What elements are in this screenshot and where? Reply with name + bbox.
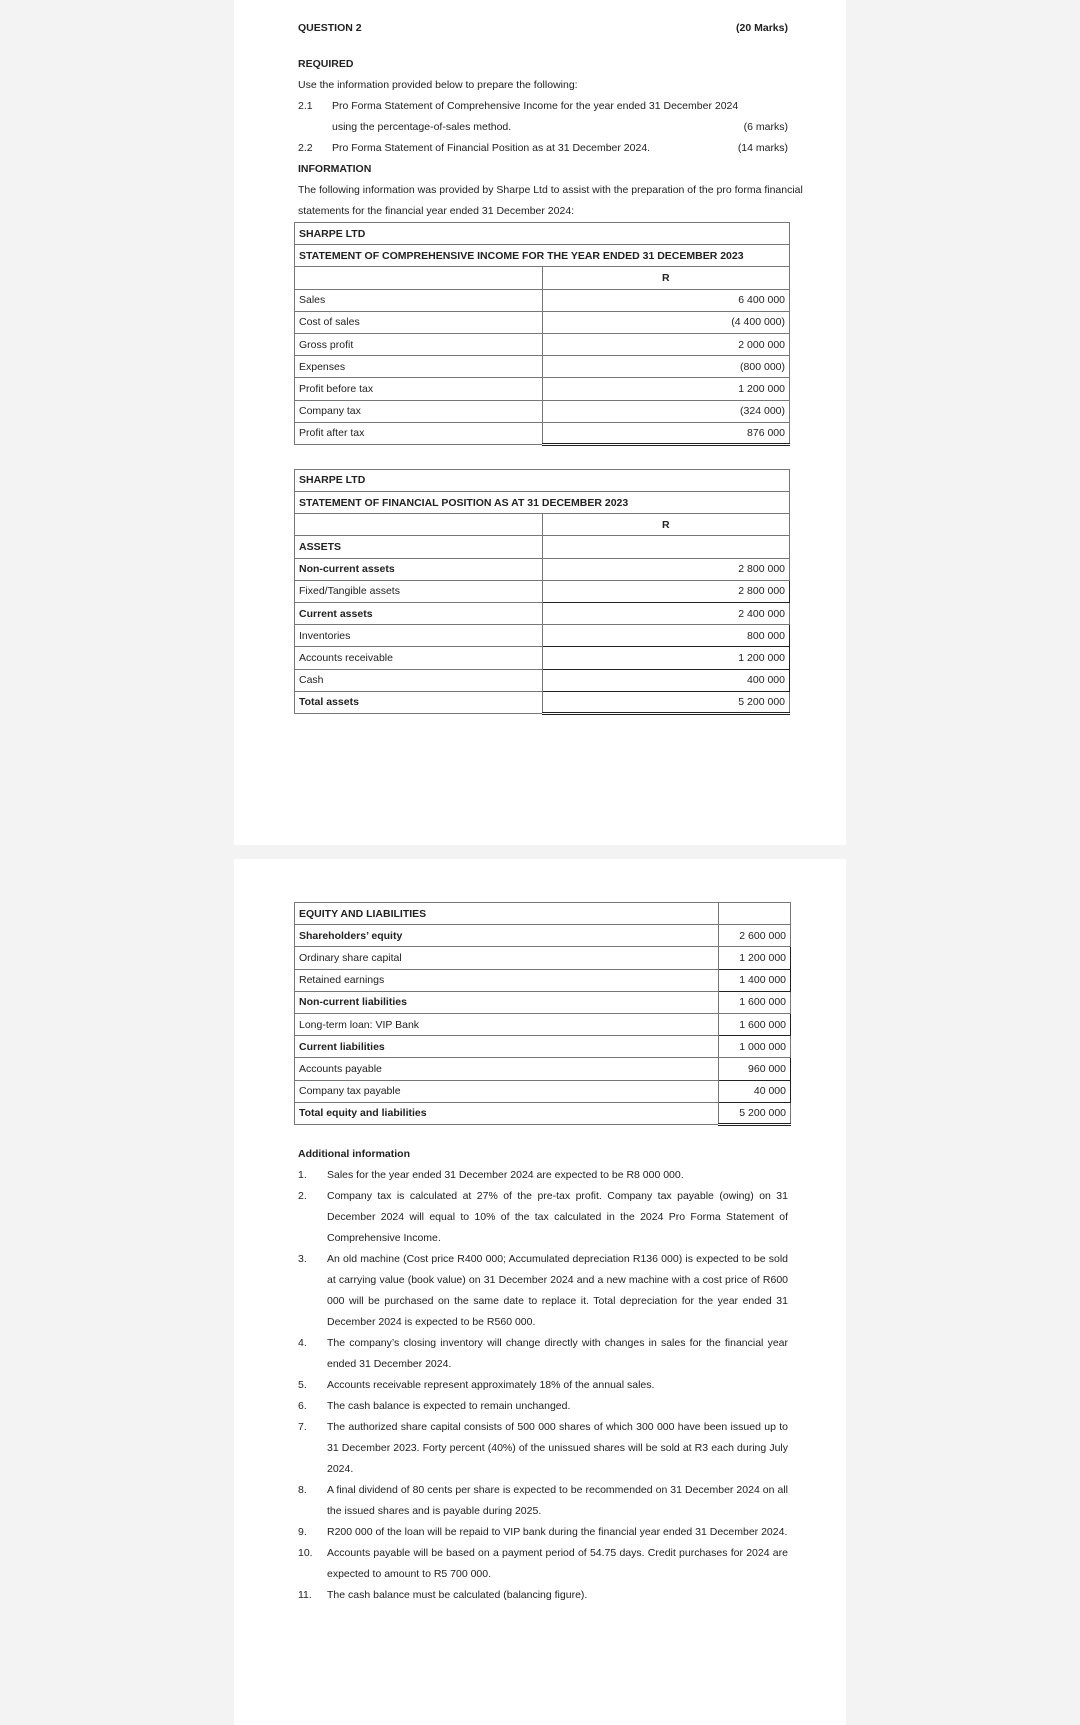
additional-info-item-6 — [298, 1396, 788, 1417]
item-text: Company tax is calculated at 27% of the pre-tax profit. Company tax payable (owing) on 31 December 2024 will equal to 10% of the tax calculated in the 2024 Pro Forma Statement of Comprehensive Income. — [327, 1189, 788, 1244]
table-row — [295, 400, 790, 422]
table-row — [295, 514, 790, 536]
table-row — [295, 903, 791, 925]
empty-cell — [295, 267, 543, 289]
table-row — [295, 947, 791, 969]
table-row — [295, 422, 790, 444]
additional-info-item-11 — [298, 1585, 788, 1606]
table-row — [295, 1058, 791, 1080]
required-item-number: 2.1 — [298, 100, 313, 112]
question-header — [298, 22, 788, 38]
table-row — [295, 333, 790, 355]
item-number: 5. — [298, 1378, 307, 1391]
row-label: Fixed/Tangible assets — [295, 580, 543, 602]
row-label: Ordinary share capital — [295, 947, 719, 969]
item-number: 1. — [298, 1168, 307, 1181]
item-number: 2. — [298, 1189, 307, 1202]
row-label: Current assets — [295, 603, 543, 625]
item-number: 7. — [298, 1420, 307, 1433]
required-heading: REQUIRED — [298, 58, 354, 70]
table-row — [295, 603, 790, 625]
table-row — [295, 647, 790, 669]
item-number: 9. — [298, 1525, 307, 1538]
required-item-2-1 — [298, 96, 788, 117]
row-label: Total assets — [295, 691, 543, 713]
table-row — [295, 1080, 791, 1102]
row-value: 876 000 — [542, 422, 790, 444]
table-row — [295, 356, 790, 378]
table-row — [295, 625, 790, 647]
item-text: The authorized share capital consists of 500 000 shares of which 300 000 have been issued up to 31 December 2023. Forty percent (40%) of the unissued shares will be sold at R3 each during July 2024. — [327, 1420, 788, 1475]
table-row — [295, 469, 790, 491]
additional-info-item-7 — [298, 1417, 788, 1480]
required-item-2-2 — [298, 138, 788, 159]
table-row — [295, 245, 790, 267]
equity-liabilities-table — [294, 902, 791, 1126]
row-value: 1 400 000 — [719, 969, 791, 991]
required-item-text-cont: using the percentage-of-sales method. — [332, 121, 512, 133]
additional-info-item-10 — [298, 1543, 788, 1585]
table-row — [295, 925, 791, 947]
row-value: 960 000 — [719, 1058, 791, 1080]
row-label: Shareholders’ equity — [295, 925, 719, 947]
row-label: Cash — [295, 669, 543, 691]
row-value: 2 800 000 — [542, 580, 790, 602]
row-label: Profit after tax — [295, 422, 543, 444]
item-number: 3. — [298, 1252, 307, 1265]
table-row — [295, 378, 790, 400]
assets-heading: ASSETS — [295, 536, 543, 558]
row-value: 1 200 000 — [719, 947, 791, 969]
additional-info-item-1 — [298, 1165, 788, 1186]
table-row — [295, 991, 791, 1013]
company-name: SHARPE LTD — [295, 223, 790, 245]
table-row — [295, 289, 790, 311]
row-value: 5 200 000 — [542, 691, 790, 713]
row-label: Sales — [295, 289, 543, 311]
row-label: Company tax payable — [295, 1080, 719, 1102]
page-1-content — [298, 22, 803, 715]
item-number: 4. — [298, 1336, 307, 1349]
information-text-line-2: statements for the financial year ended 31 December 2024: — [298, 205, 575, 217]
item-text: Sales for the year ended 31 December 2024 are expected to be R8 000 000. — [327, 1168, 684, 1181]
statement-title: STATEMENT OF COMPREHENSIVE INCOME FOR THE YEAR ENDED 31 DECEMBER 2023 — [295, 245, 790, 267]
item-text: The cash balance must be calculated (balancing figure). — [327, 1588, 588, 1601]
empty-cell — [719, 903, 791, 925]
item-text: A final dividend of 80 cents per share is expected to be recommended on 31 December 2024 on all the issued shares and is payable during 2025. — [327, 1483, 788, 1517]
table-row — [295, 311, 790, 333]
row-value: 5 200 000 — [719, 1102, 791, 1124]
row-label: Retained earnings — [295, 969, 719, 991]
currency-header: R — [542, 267, 790, 289]
additional-info-item-2 — [298, 1186, 788, 1249]
row-value: (4 400 000) — [542, 311, 790, 333]
item-number: 10. — [298, 1546, 313, 1559]
document-page-1 — [234, 0, 846, 845]
income-statement-table — [294, 222, 790, 446]
table-row — [295, 536, 790, 558]
row-value: (324 000) — [542, 400, 790, 422]
table-row — [295, 669, 790, 691]
required-item-marks: (14 marks) — [737, 142, 788, 154]
question-title: QUESTION 2 — [298, 22, 362, 34]
row-label: Cost of sales — [295, 311, 543, 333]
required-item-marks: (6 marks) — [743, 121, 788, 133]
row-label: Profit before tax — [295, 378, 543, 400]
required-item-text: Pro Forma Statement of Comprehensive Income for the year ended 31 December 2024 — [332, 100, 739, 112]
row-value: 2 400 000 — [542, 603, 790, 625]
row-label: Total equity and liabilities — [295, 1102, 719, 1124]
table-row — [295, 580, 790, 602]
item-text: The company’s closing inventory will change directly with changes in sales for the financial year ended 31 December 2024. — [327, 1336, 788, 1370]
required-item-2-1-cont — [298, 117, 788, 138]
item-text: Accounts receivable represent approximately 18% of the annual sales. — [327, 1378, 655, 1391]
table-row — [295, 1013, 791, 1035]
additional-info-item-3 — [298, 1249, 788, 1333]
row-value: 40 000 — [719, 1080, 791, 1102]
item-number: 8. — [298, 1483, 307, 1496]
item-text: An old machine (Cost price R400 000; Accumulated depreciation R136 000) is expected to be sold at carrying value (book value) on 31 December 2024 and a new machine with a cost price of R600 000 will be purchased on the same date to replace it. Total depreciation for the year ended 31 December 2024 is expected to be R560 000. — [327, 1252, 788, 1328]
item-number: 6. — [298, 1399, 307, 1412]
row-label: Gross profit — [295, 333, 543, 355]
document-page-2 — [234, 859, 846, 1725]
information-text-line-1: The following information was provided by Sharpe Ltd to assist with the preparation of the pro forma financial — [298, 184, 803, 196]
row-value: 2 600 000 — [719, 925, 791, 947]
row-label: Long-term loan: VIP Bank — [295, 1013, 719, 1035]
row-label: Non-current assets — [295, 558, 543, 580]
financial-position-table — [294, 469, 790, 715]
additional-info-item-8 — [298, 1480, 788, 1522]
row-label: Current liabilities — [295, 1036, 719, 1058]
item-text: R200 000 of the loan will be repaid to VIP bank during the financial year ended 31 December 2024. — [327, 1525, 788, 1538]
row-value: 1 000 000 — [719, 1036, 791, 1058]
row-label: Accounts receivable — [295, 647, 543, 669]
table-row — [295, 267, 790, 289]
row-value: 1 600 000 — [719, 991, 791, 1013]
row-value: 800 000 — [542, 625, 790, 647]
required-item-number: 2.2 — [298, 142, 313, 154]
table-row — [295, 223, 790, 245]
row-value: 1 600 000 — [719, 1013, 791, 1035]
additional-info-item-4 — [298, 1333, 788, 1375]
row-value: 6 400 000 — [542, 289, 790, 311]
table-row — [295, 558, 790, 580]
company-name: SHARPE LTD — [295, 469, 790, 491]
statement-title: STATEMENT OF FINANCIAL POSITION AS AT 31 DECEMBER 2023 — [295, 492, 790, 514]
row-value: 400 000 — [542, 669, 790, 691]
row-value: 2 800 000 — [542, 558, 790, 580]
page-2-content — [298, 902, 788, 1606]
item-text: Accounts payable will be based on a payment period of 54.75 days. Credit purchases for 2024 are expected to amount to R5 700 000. — [327, 1546, 788, 1580]
empty-cell — [295, 514, 543, 536]
required-intro: Use the information provided below to prepare the following: — [298, 79, 578, 91]
row-value: (800 000) — [542, 356, 790, 378]
row-value: 1 200 000 — [542, 378, 790, 400]
additional-info-heading: Additional information — [298, 1147, 410, 1160]
table-row — [295, 969, 791, 991]
row-label: Accounts payable — [295, 1058, 719, 1080]
row-label: Inventories — [295, 625, 543, 647]
required-item-text: Pro Forma Statement of Financial Position as at 31 December 2024. — [332, 142, 651, 154]
row-value: 1 200 000 — [542, 647, 790, 669]
information-heading: INFORMATION — [298, 163, 372, 175]
table-row — [295, 691, 790, 713]
row-value: 2 000 000 — [542, 333, 790, 355]
table-row — [295, 492, 790, 514]
additional-info-item-9 — [298, 1522, 788, 1543]
row-label: Company tax — [295, 400, 543, 422]
row-label: Expenses — [295, 356, 543, 378]
row-label: Non-current liabilities — [295, 991, 719, 1013]
question-marks: (20 Marks) — [736, 22, 788, 34]
item-text: The cash balance is expected to remain unchanged. — [327, 1399, 571, 1412]
additional-info-item-5 — [298, 1375, 788, 1396]
item-number: 11. — [298, 1588, 312, 1601]
currency-header: R — [542, 514, 790, 536]
equity-heading: EQUITY AND LIABILITIES — [295, 903, 719, 925]
empty-cell — [542, 536, 790, 558]
table-row — [295, 1102, 791, 1124]
table-row — [295, 1036, 791, 1058]
